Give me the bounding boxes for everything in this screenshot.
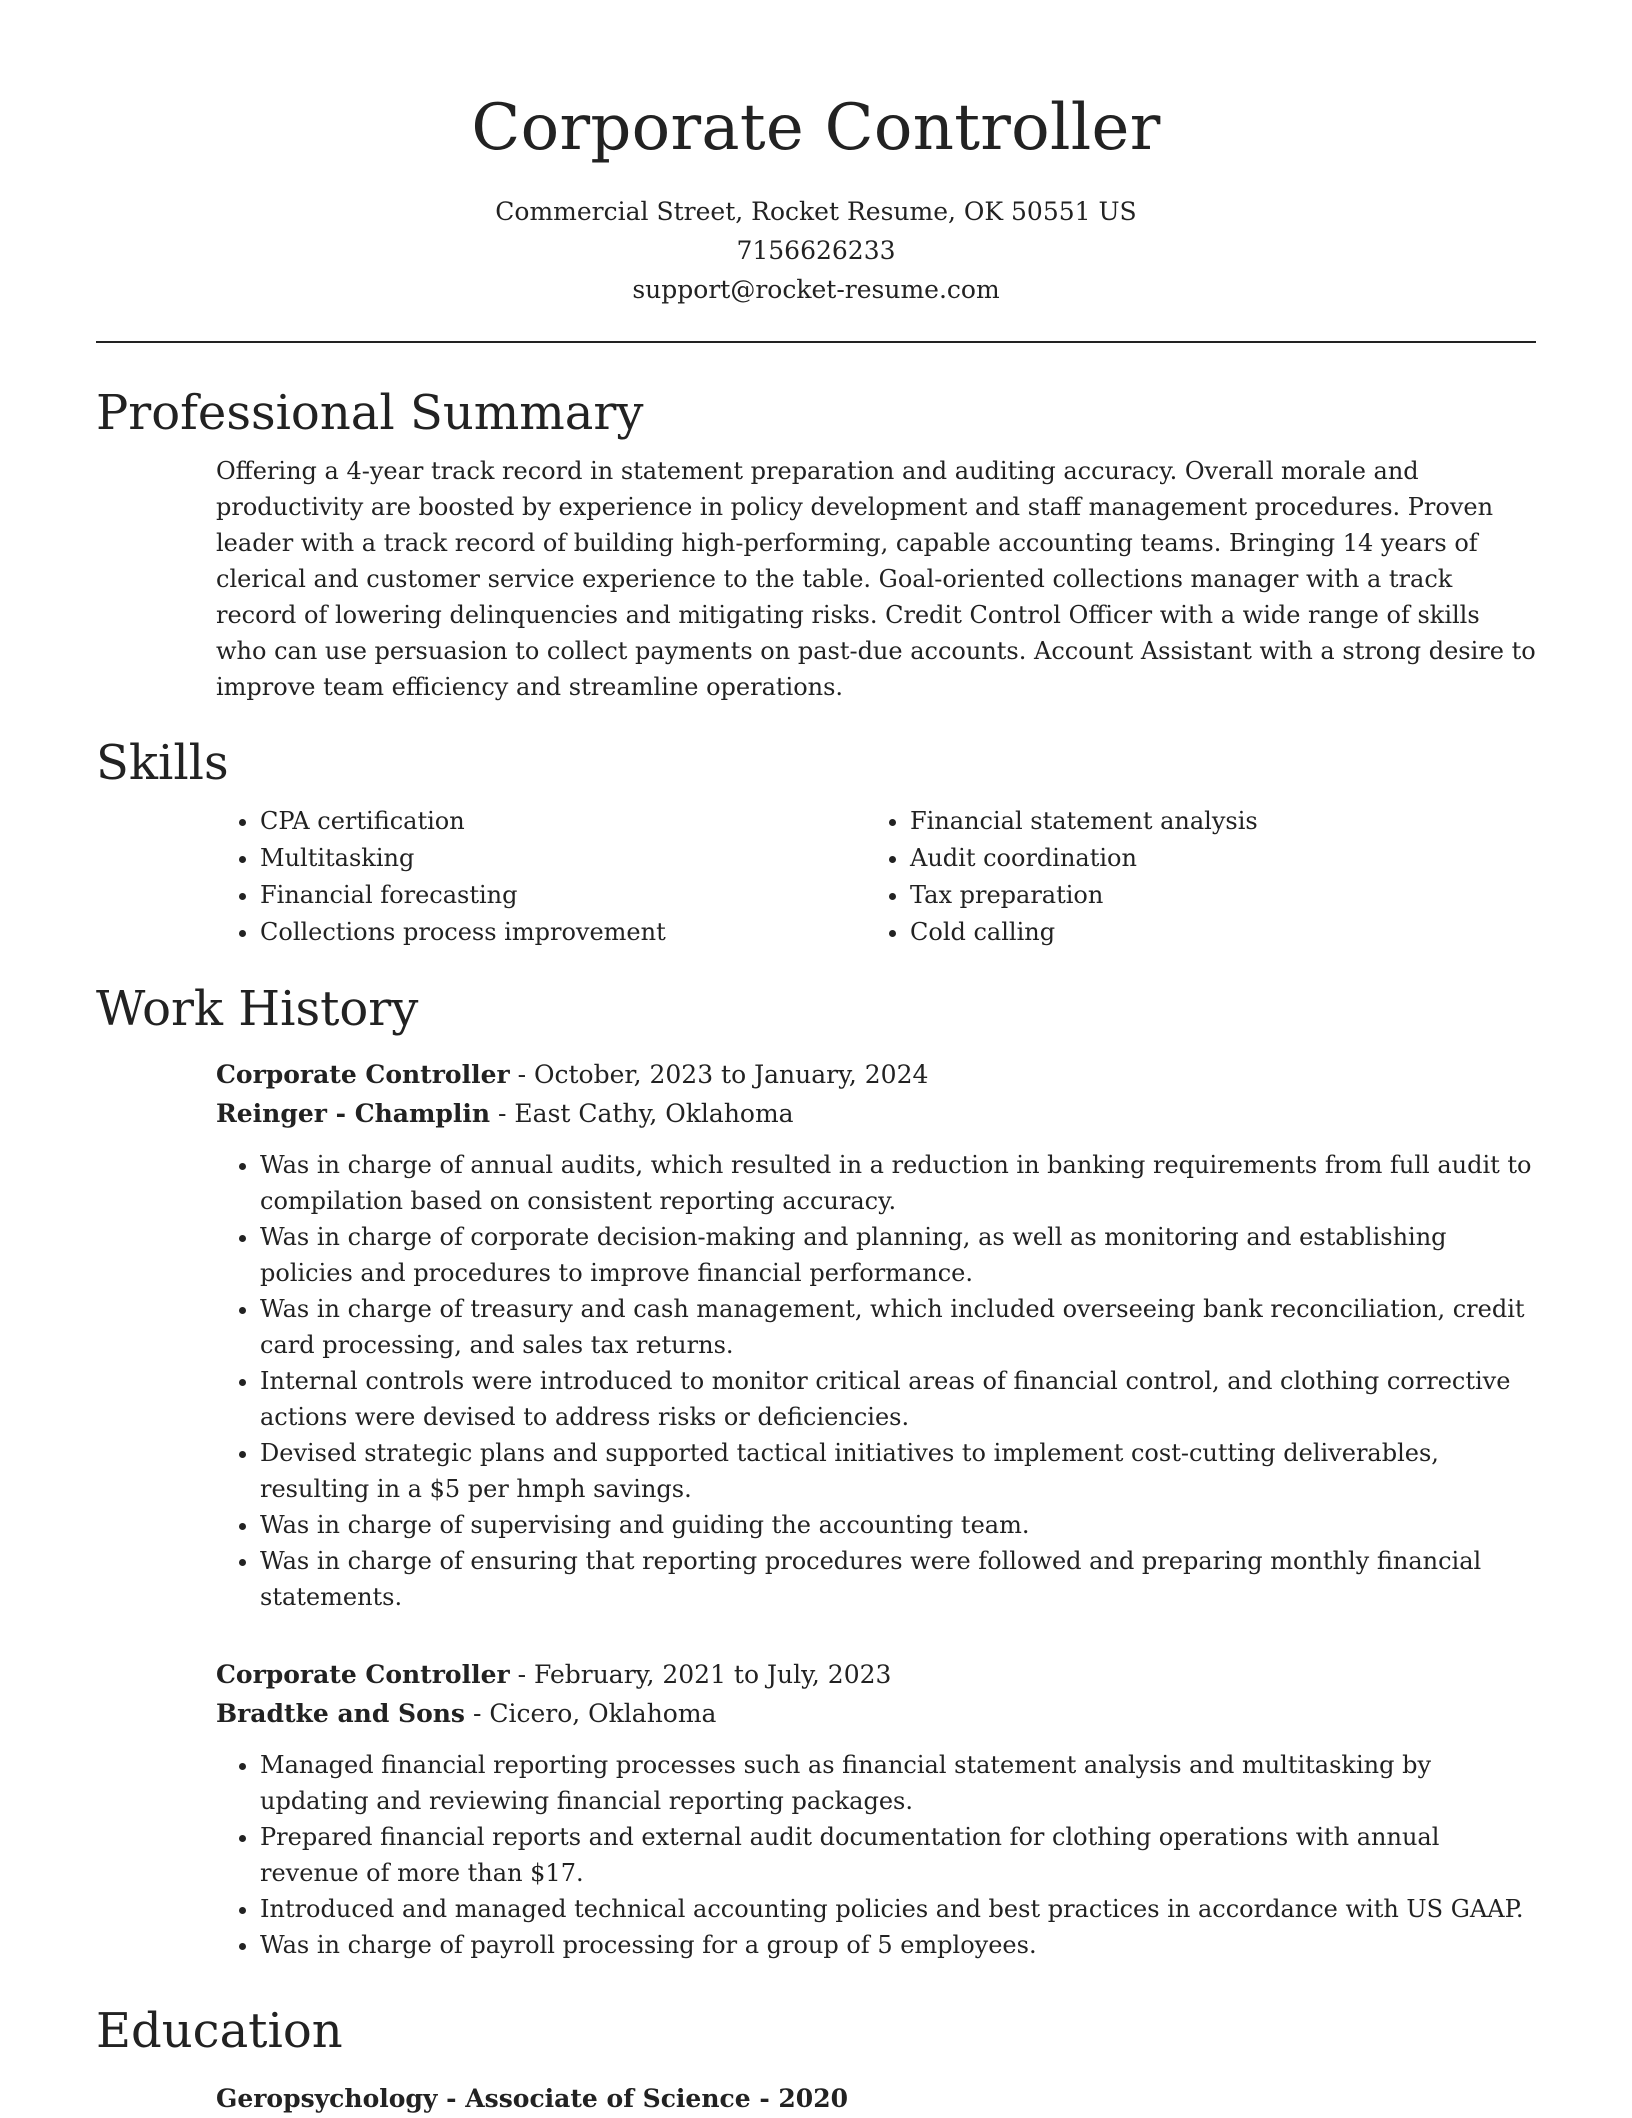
education-section	[96, 1999, 1536, 2118]
job-bullets	[216, 1147, 1536, 1615]
work-history-heading: Work History	[96, 981, 419, 1037]
job-bullet: • Devised strategic plans and supported tactical initiatives to implement cost-cutting deliverables, resulting in a $5 per hmph savings.	[260, 1435, 1536, 1507]
job-role: Corporate Controller	[216, 1060, 510, 1089]
job-bullet: • Was in charge of payroll processing for a group of 5 employees.	[260, 1927, 1536, 1963]
summary-text: Offering a 4-year track record in statement preparation and auditing accuracy. Overall morale and productivity are boosted by experience in policy development and staff management procedures. Proven leader with a track record of building high-performing, capable accounting teams. Bringing 14 years of clerical and customer service experience to the table. Goal-oriented collections manager with a track record of lowering delinquencies and mitigating risks. Credit Control Officer with a wide range of skills who can use persuasion to collect payments on past-due accounts. Account Assistant with a strong desire to improve team efficiency and streamline operations.	[216, 457, 1536, 701]
job-location: - East Cathy, Oklahoma	[490, 1099, 794, 1128]
summary-section	[96, 381, 1536, 705]
job-bullet: • Was in charge of treasury and cash management, which included overseeing bank reconciliation, credit card processing, and sales tax returns.	[260, 1291, 1536, 1363]
skill-item: • Audit coordination	[910, 840, 1516, 877]
job-bullet: • Managed financial reporting processes such as financial statement analysis and multitasking by updating and reviewing financial reporting packages.	[260, 1747, 1536, 1819]
job-entry	[216, 1055, 1536, 1615]
skill-item: • Multitasking	[260, 840, 866, 877]
skill-item: • Cold calling	[910, 914, 1516, 951]
address: Commercial Street, Rocket Resume, OK 50551 US	[495, 197, 1137, 226]
job-company: Reinger - Champlin	[216, 1099, 491, 1128]
job-title-line	[216, 1055, 1536, 1094]
education-heading: Education	[96, 2003, 343, 2059]
job-dates: - February, 2021 to July, 2023	[509, 1660, 892, 1689]
education-degree: Geropsychology - Associate of Science - 2020	[216, 2084, 848, 2113]
skill-item: • Tax preparation	[910, 877, 1516, 914]
job-company-line	[216, 1694, 1536, 1733]
email: support@rocket-resume.com	[632, 275, 1000, 304]
job-company: Bradtke and Sons	[216, 1699, 465, 1728]
skills-heading: Skills	[96, 735, 229, 791]
skill-item: • CPA certification	[260, 803, 866, 840]
candidate-name: Corporate Controller	[471, 91, 1161, 165]
resume-header	[96, 0, 1536, 309]
job-bullet: • Was in charge of annual audits, which resulted in a reduction in banking requirements from full audit to compilation based on consistent reporting accuracy.	[260, 1147, 1536, 1219]
contact-info	[96, 192, 1536, 309]
education-entry	[216, 2079, 1536, 2118]
work-history-section	[96, 977, 1536, 1963]
job-entry	[216, 1655, 1536, 1963]
job-company-line	[216, 1094, 1536, 1133]
job-bullet: • Was in charge of ensuring that reporting procedures were followed and preparing monthly financial statements.	[260, 1543, 1536, 1615]
job-dates: - October, 2023 to January, 2024	[509, 1060, 929, 1089]
job-role: Corporate Controller	[216, 1660, 510, 1689]
skill-item: • Financial forecasting	[260, 877, 866, 914]
skills-column-left	[216, 803, 866, 951]
skills-section	[96, 731, 1536, 951]
job-location: - Cicero, Oklahoma	[465, 1699, 717, 1728]
job-bullet: • Internal controls were introduced to monitor critical areas of financial control, and clothing corrective actions were devised to address risks or deficiencies.	[260, 1363, 1536, 1435]
job-bullet: • Introduced and managed technical accounting policies and best practices in accordance with US GAAP.	[260, 1891, 1536, 1927]
skill-item: • Collections process improvement	[260, 914, 866, 951]
skills-list	[216, 803, 1536, 951]
summary-heading: Professional Summary	[96, 385, 644, 441]
header-divider	[96, 341, 1536, 343]
job-bullet: • Was in charge of supervising and guiding the accounting team.	[260, 1507, 1536, 1543]
job-title-line	[216, 1655, 1536, 1694]
job-bullet: • Prepared financial reports and external audit documentation for clothing operations with annual revenue of more than $17.	[260, 1819, 1536, 1891]
skills-column-right	[866, 803, 1516, 951]
job-bullet: • Was in charge of corporate decision-making and planning, as well as monitoring and establishing policies and procedures to improve financial performance.	[260, 1219, 1536, 1291]
job-bullets	[216, 1747, 1536, 1963]
skill-item: • Financial statement analysis	[910, 803, 1516, 840]
phone: 7156626233	[736, 236, 896, 265]
